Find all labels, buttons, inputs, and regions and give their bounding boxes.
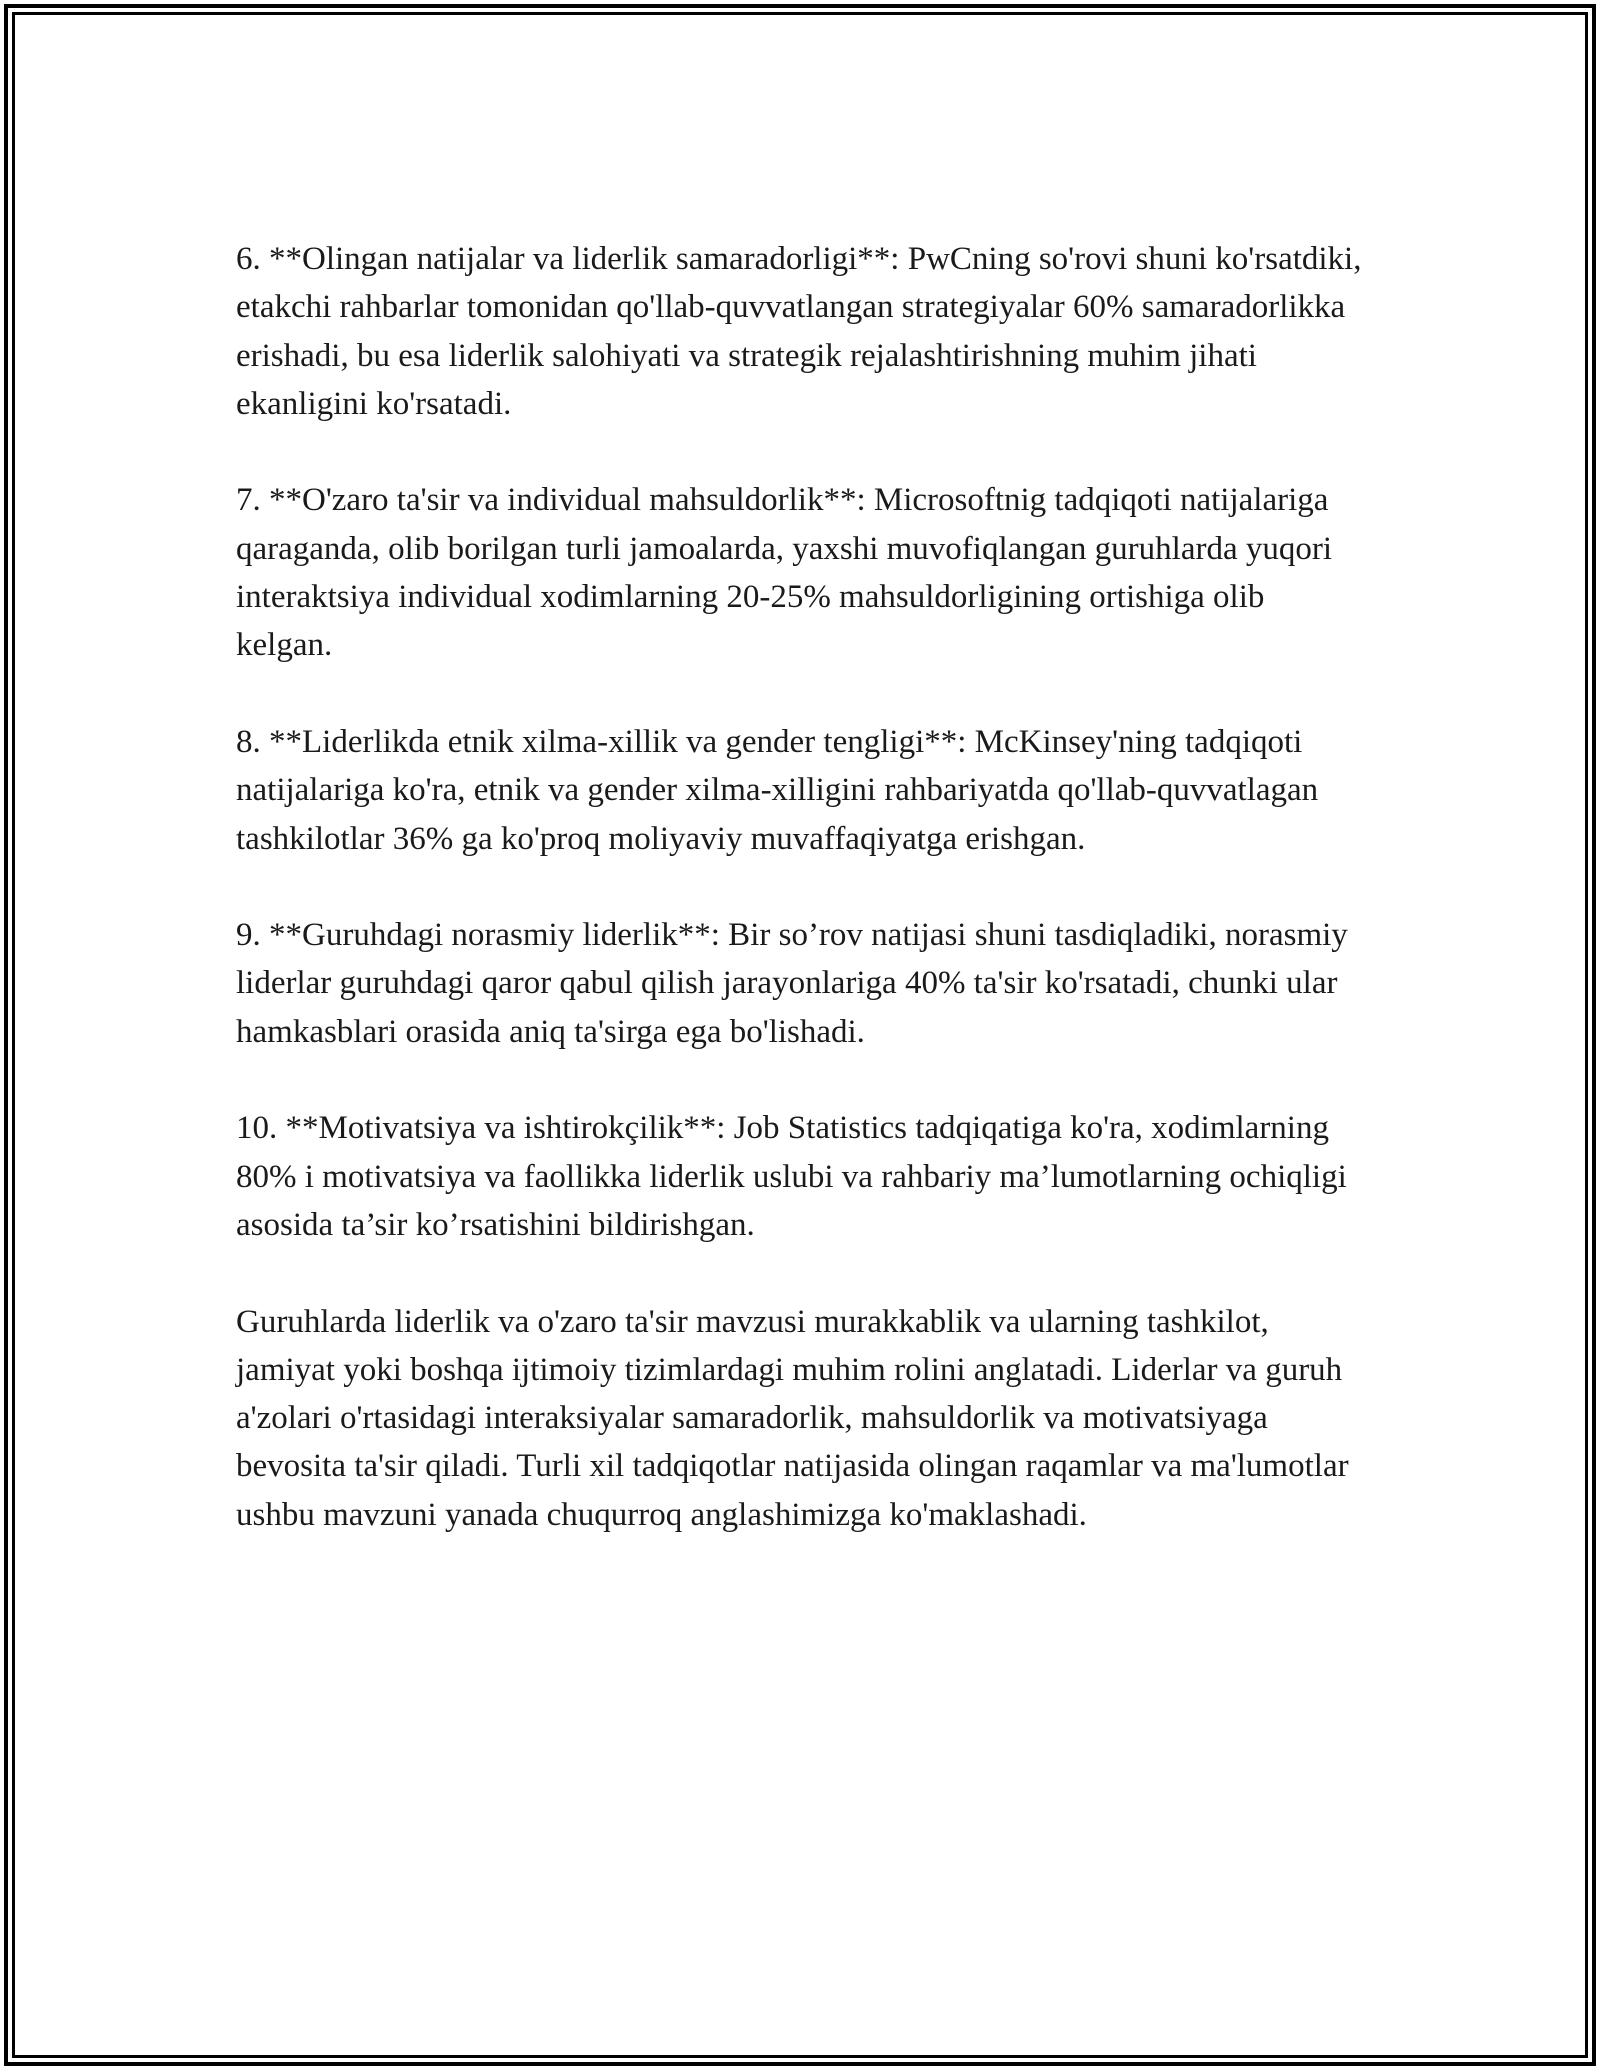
document-body [236, 235, 1366, 1587]
paragraph-item-6: 6. **Olingan natijalar va liderlik samaradorligi**: PwCning so'rovi shuni ko'rsatdiki, etakchi rahbarlar tomonidan qo'llab-quvvatlangan strategiyalar 60% samaradorlikka erishadi, bu esa liderlik salohiyati va strategik rejalashtirishning muhim jihati ekanligini ko'rsatadi. [236, 241, 1362, 422]
paragraph-item-7: 7. **O'zaro ta'sir va individual mahsuldorlik**: Microsoftnig tadqiqoti natijalariga qaraganda, olib borilgan turli jamoalarda, yaxshi muvofiqlangan guruhlarda yuqori interaktsiya individual xodimlarning 20-25% mahsuldorligining ortishiga olib kelgan. [236, 482, 1333, 664]
paragraph-item-10: 10. **Motivatsiya va ishtirokçilik**: Job Statistics tadqiqatiga ko'ra, xodimlarning 80% i motivatsiya va faollikka liderlik uslubi va rahbariy ma’lumotlarning ochiqligi asosida ta’sir ko’rsatishini bildirishgan. [236, 1110, 1347, 1243]
paragraph-item-9: 9. **Guruhdagi norasmiy liderlik**: Bir so’rov natijasi shuni tasdiqladiki, norasmiy liderlar guruhdagi qaror qabul qilish jarayonlariga 40% ta'sir ko'rsatadi, chunki ular hamkasblari orasida aniq ta'sirga ega bo'lishadi. [236, 917, 1348, 1050]
paragraph-conclusion: Guruhlarda liderlik va o'zaro ta'sir mavzusi murakkablik va ularning tashkilot, jamiyat yoki boshqa ijtimoiy tizimlardagi muhim rolini anglatadi. Liderlar va guruh a'zolari o'rtasidagi interaksiyalar samaradorlik, mahsuldorlik va motivatsiyaga bevosita ta'sir qiladi. Turli xil tadqiqotlar natijasida olingan raqamlar va ma'lumotlar ushbu mavzuni yanada chuqurroq anglashimizga ko'maklashadi. [236, 1303, 1349, 1533]
paragraph-item-8: 8. **Liderlikda etnik xilma-xillik va gender tengligi**: McKinsey'ning tadqiqoti natijalariga ko'ra, etnik va gender xilma-xilligini rahbariyatda qo'llab-quvvatlagan tashkilotlar 36% ga ko'proq moliyaviy muvaffaqiyatga erishgan. [236, 723, 1319, 857]
